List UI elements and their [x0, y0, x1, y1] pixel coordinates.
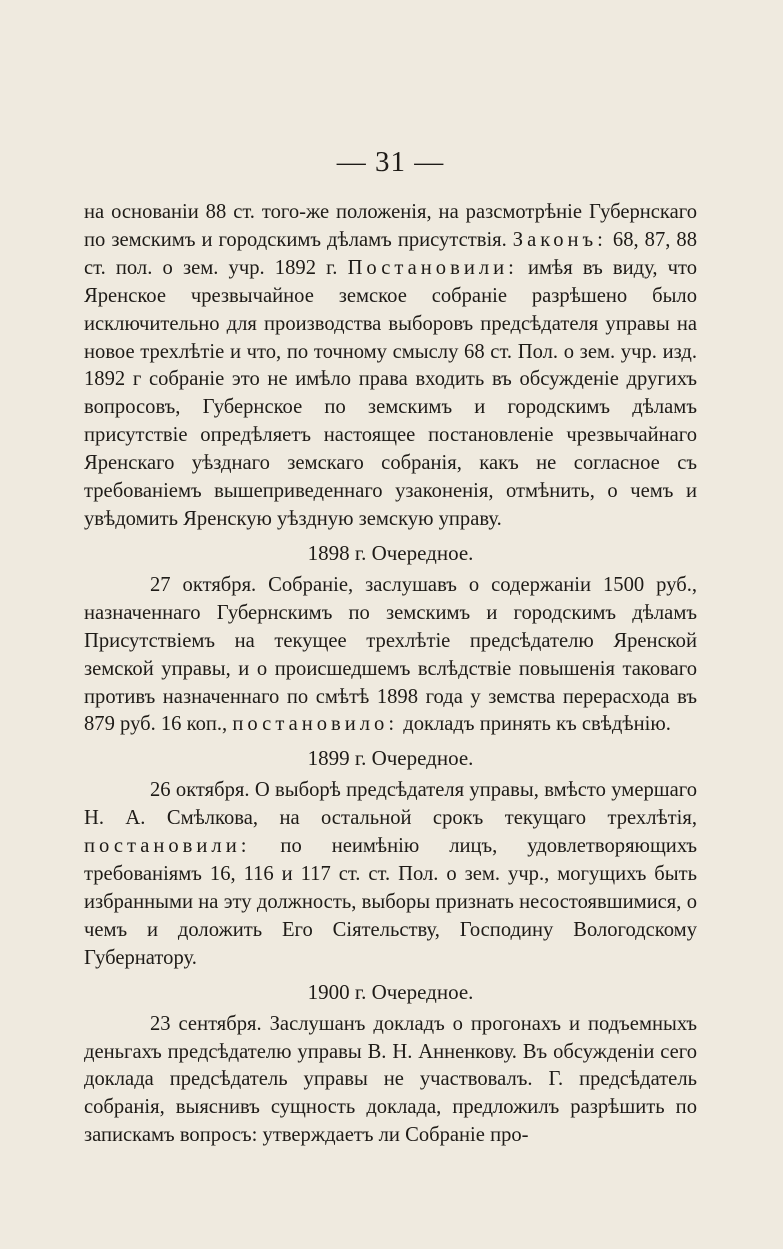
keyword-postanovili: Постановили: — [347, 256, 518, 279]
paragraph-3-text-b: по неимѣнiю лицъ, удовлетворяющихъ требованiямъ 16, 116 и 117 ст. ст. Пол. о зем. учр., могущихъ быть избранными на эту должность, выборы признать несостоявшимися, о чемъ и доложить Его Сiятельству, Господину Вологодскому Губернатору. — [84, 835, 697, 969]
keyword-zakon: Законъ: — [512, 228, 607, 251]
paragraph-2 — [84, 572, 697, 739]
section-heading-1899: 1899 г. Очередное. — [307, 746, 474, 771]
paragraph-2-text-b: докладъ принять къ свѣдѣнiю. — [398, 713, 671, 736]
section-heading-1898: 1898 г. Очередное. — [307, 540, 474, 565]
keyword-postanovili-2: постановили: — [84, 835, 251, 858]
paragraph-4 — [84, 1011, 697, 1151]
paragraph-1-text-c: имѣя въ виду, что Яренское чрезвычайное земское собранiе разрѣшено было исключительно для производства выборовъ предсѣдателя управы на новое трехлѣтiе и что, по точному смыслу 68 ст. Пол. о зем. учр. изд. 1892 г собранiе это не имѣло права входить въ обсужденiе другихъ вопросовъ, Губернское по земскимъ и городскимъ дѣламъ присутствiе опредѣляетъ настоящее постановленiе чрезвычайнаго Яренскаго уѣзднаго земскаго собранiя, какъ не согласное съ требованiемъ вышеприведеннаго узаконенiя, отмѣнить, о чемъ и увѣдомить Яренскую уѣздную земскую управу. — [84, 256, 698, 530]
paragraph-3-text-a: 26 октября. О выборѣ предсѣдателя управы, вмѣсто умершаго Н. А. Смѣлкова, на остальной срокъ текущаго трехлѣтiя, — [84, 779, 697, 830]
paragraph-1 — [84, 199, 697, 534]
paragraph-1-text-a: на основанiи 88 ст. того-же положенiя, на разсмотрѣнiе Губернскаго по земскимъ и городскимъ дѣламъ присутствiя. — [84, 201, 697, 251]
page-number: — 31 — — [336, 146, 445, 178]
paragraph-2-text-a: 27 октября. Собранiе, заслушавъ о содержанiи 1500 руб., назначеннаго Губернскимъ по земскимъ и городскимъ дѣламъ Присутствiемъ на текущее трехлѣтiе предсѣдателю Яренской земской управы, и о происшедшемъ вслѣдствiе повышенiя таковаго противъ назначеннаго по смѣтѣ 1898 года у земства перерасхода въ 879 руб. 16 коп., — [84, 573, 697, 736]
keyword-postanovilo: постановило: — [232, 713, 399, 736]
section-heading-1900: 1900 г. Очередное. — [307, 979, 474, 1004]
paragraph-3 — [84, 777, 697, 972]
paragraph-1-text-b: 68, 87, 88 ст. пол. о зем. учр. 1892 г. — [84, 228, 697, 279]
paragraph-4-text-a: 23 сентября. Заслушанъ докладъ о прогонахъ и подъемныхъ деньгахъ предсѣдателю управы В. Н. Анненкову. Въ обсужденiи сего доклада предсѣдатель управы не участвовалъ. Г. предсѣдатель собранiя, выяснивъ сущность доклада, предложилъ разрѣшить по запискамъ вопросъ: утверждаетъ ли Собранiе про- — [84, 1012, 697, 1147]
